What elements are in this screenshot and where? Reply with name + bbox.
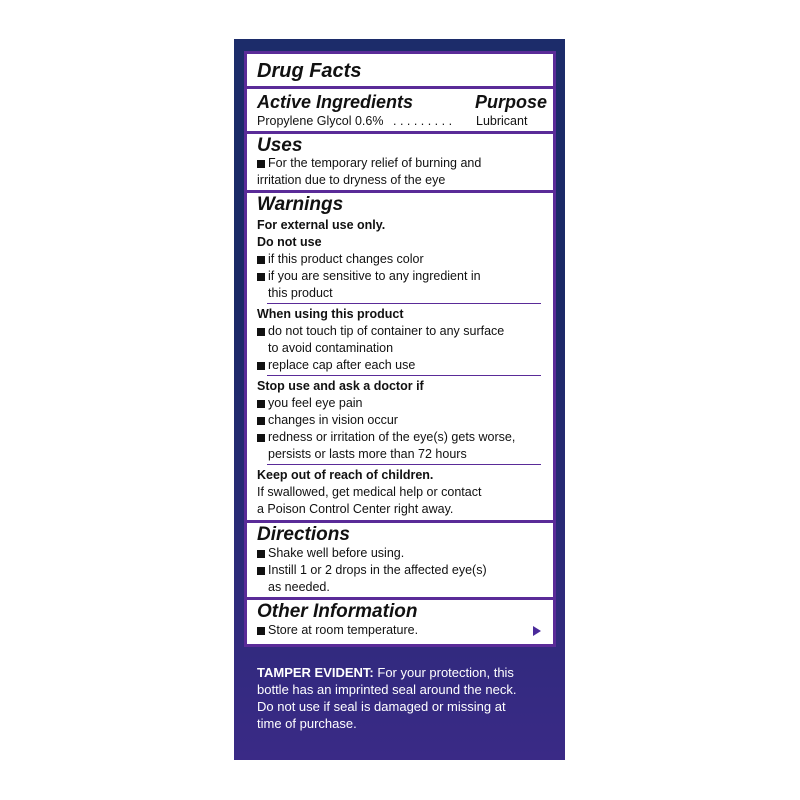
warnings-heading: Warnings [257, 194, 344, 215]
other-info-item: Store at room temperature. [268, 623, 419, 637]
keep-out-line: If swallowed, get medical help or contact [257, 485, 482, 499]
stop-use-item: redness or irritation of the eye(s) gets worse, [268, 430, 516, 444]
when-using-item: to avoid contamination [268, 341, 394, 355]
tamper-evident-notice [257, 664, 547, 732]
ingredient-dots: . . . . . . . . . [393, 114, 453, 128]
stop-use-heading: Stop use and ask a doctor if [257, 379, 424, 393]
do-not-use-item: if this product changes color [268, 252, 424, 266]
tamper-line: time of purchase. [257, 716, 357, 731]
active-ingredients-heading: Active Ingredients [257, 92, 414, 112]
square-bullet-icon [257, 400, 265, 408]
tamper-label: TAMPER EVIDENT: [257, 665, 374, 680]
keep-out-line: a Poison Control Center right away. [257, 502, 454, 516]
external-use-text: For external use only. [257, 218, 386, 232]
directions-item: Shake well before using. [268, 546, 405, 560]
uses-line: irritation due to dryness of the eye [257, 173, 446, 187]
tamper-line: bottle has an imprinted seal around the neck. [257, 682, 517, 697]
do-not-use-item: this product [268, 286, 333, 300]
when-using-item: do not touch tip of container to any surface [268, 324, 505, 338]
square-bullet-icon [257, 328, 265, 336]
square-bullet-icon [257, 627, 265, 635]
directions-heading: Directions [257, 524, 350, 545]
directions-divider [247, 597, 553, 600]
square-bullet-icon [257, 417, 265, 425]
square-bullet-icon [257, 567, 265, 575]
square-bullet-icon [257, 256, 265, 264]
warnings-subdivider [267, 464, 541, 465]
when-using-item: replace cap after each use [268, 358, 416, 372]
square-bullet-icon [257, 273, 265, 281]
square-bullet-icon [257, 434, 265, 442]
drug-facts-box [244, 51, 556, 647]
ingredient-name: Propylene Glycol 0.6% [257, 114, 384, 128]
stop-use-item: you feel eye pain [268, 396, 363, 410]
title-divider [247, 86, 553, 89]
purpose-heading: Purpose [474, 92, 547, 112]
directions-item: as needed. [268, 580, 330, 594]
label-panel [234, 39, 565, 760]
square-bullet-icon [257, 160, 265, 168]
active-divider [247, 131, 553, 134]
do-not-use-item: if you are sensitive to any ingredient in [268, 269, 481, 283]
keep-out-heading: Keep out of reach of children. [257, 468, 434, 482]
warnings-divider [247, 520, 553, 523]
other-info-heading: Other Information [257, 601, 418, 622]
triangle-right-icon [533, 626, 541, 636]
square-bullet-icon [257, 550, 265, 558]
ingredient-purpose: Lubricant [476, 114, 528, 128]
when-using-heading: When using this product [257, 307, 404, 321]
drug-facts-title: Drug Facts [257, 60, 362, 82]
stop-use-item: changes in vision occur [268, 413, 398, 427]
tamper-line: Do not use if seal is damaged or missing at [257, 699, 506, 714]
stop-use-item: persists or lasts more than 72 hours [268, 447, 467, 461]
tamper-line: For your protection, this [373, 665, 514, 680]
warnings-subdivider [267, 375, 541, 376]
uses-line: For the temporary relief of burning and [268, 156, 482, 170]
uses-heading: Uses [257, 135, 303, 156]
square-bullet-icon [257, 362, 265, 370]
warnings-subdivider [267, 303, 541, 304]
uses-divider [247, 190, 553, 193]
do-not-use-heading: Do not use [257, 235, 322, 249]
directions-item: Instill 1 or 2 drops in the affected eye(s) [268, 563, 487, 577]
